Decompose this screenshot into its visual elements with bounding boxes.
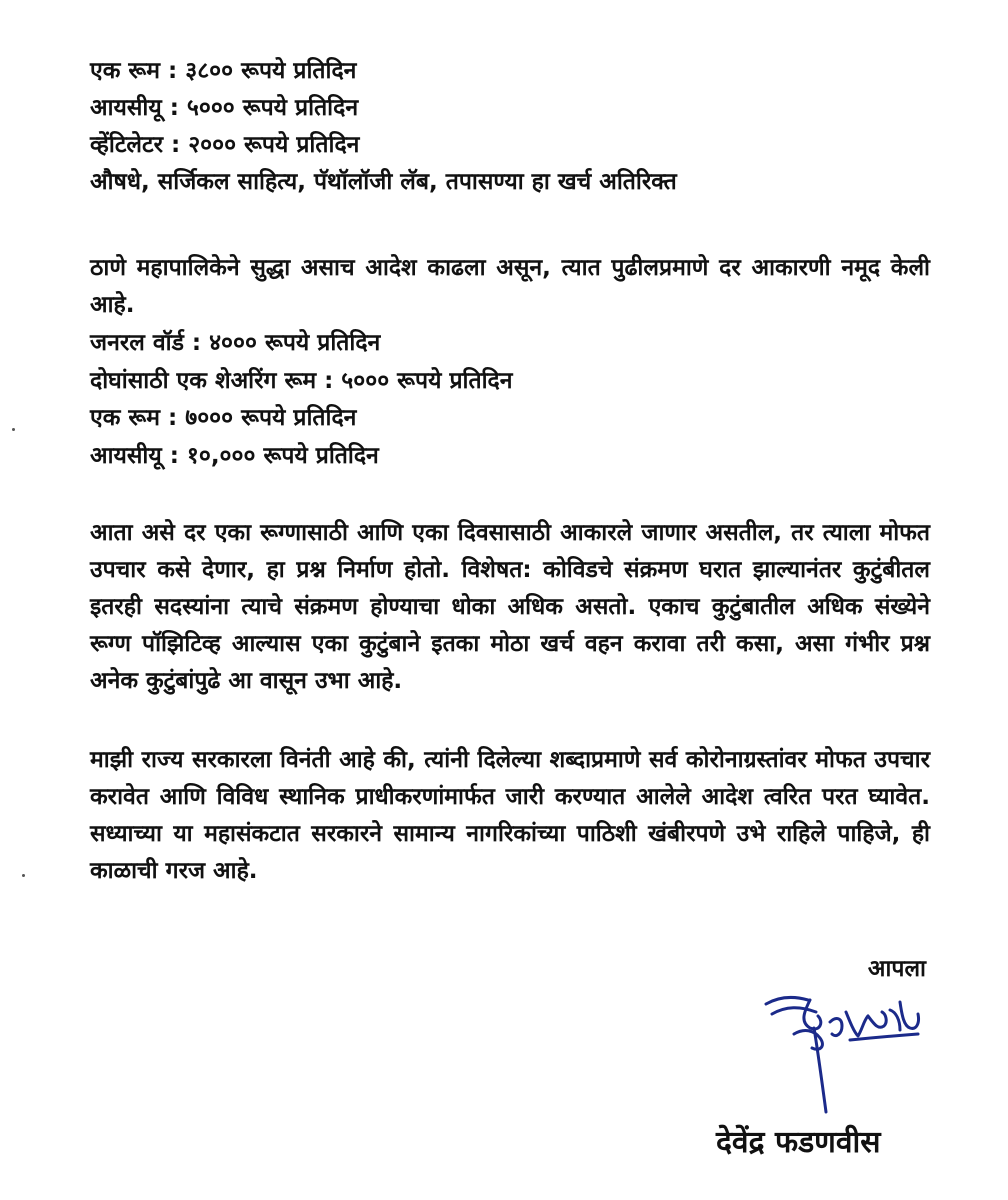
rate-line: आयसीयू : ५००० रूपये प्रतिदिन [90,95,359,121]
rate-line: जनरल वॉर्ड : ४००० रूपये प्रतिदिन [90,330,381,356]
rate-line: एक रूम : ७००० रूपये प्रतिदिन [90,405,357,431]
rate-line: आयसीयू : १०,००० रूपये प्रतिदिन [90,443,379,469]
scan-speck [22,874,25,877]
scan-speck [12,428,15,431]
thane-intro-paragraph: ठाणे महापालिकेने सुद्धा असाच आदेश काढला असून, त्यात पुढीलप्रमाणे दर आकारणी नमूद केली आहे. [90,255,930,318]
request-paragraph: माझी राज्य सरकारला विनंती आहे की, त्यांनी दिलेल्या शब्दाप्रमाणे सर्व कोरोनाग्रस्तांवर मोफत उपचार करावेत आणि विविध स्थानिक प्राधीकरणांमार्फत जारी करण्यात आलेले आदेश त्वरित परत घ्यावेत. सध्याच्या या महासंकटात सरकारने सामान्य नागरिकांच्या पाठिशी खंबीरपणे उभे राहिले पाहिजे, ही काळाची गरज आहे. [90,747,930,884]
rate-line: एक रूम : ३८०० रूपये प्रतिदिन [90,58,357,84]
rate-line: दोघांसाठी एक शेअरिंग रूम : ५००० रूपये प्रतिदिन [90,368,513,394]
rate-line: औषधे, सर्जिकल साहित्य, पॅथॉलॉजी लॅब, तपासण्या हा खर्च अतिरिक्त [90,169,677,195]
closing-salutation: आपला [867,956,926,982]
rate-line: व्हेंटिलेटर : २००० रूपये प्रतिदिन [90,132,360,158]
concern-paragraph: आता असे दर एका रूग्णासाठी आणि एका दिवसासाठी आकारले जाणार असतील, तर त्याला मोफत उपचार कसे देणार, हा प्रश्न निर्माण होतो. विशेषत: कोविडचे संक्रमण घरात झाल्यानंतर कुटुंबीतल इतरही सदस्यांना त्याचे संक्रमण होण्याचा धोका अधिक असतो. एकाच कुटुंबातील अधिक संख्येने रूग्ण पॉझिटिव्ह आल्यास एका कुटुंबाने इतका मोठा खर्च वहन करावा तरी कसा, असा गंभीर प्रश्न अनेक कुटुंबांपुढे आ वासून उभा आहे. [90,520,930,694]
signatory-name: देवेंद्र फडणवीस [716,1125,881,1160]
handwritten-signature [750,982,930,1122]
